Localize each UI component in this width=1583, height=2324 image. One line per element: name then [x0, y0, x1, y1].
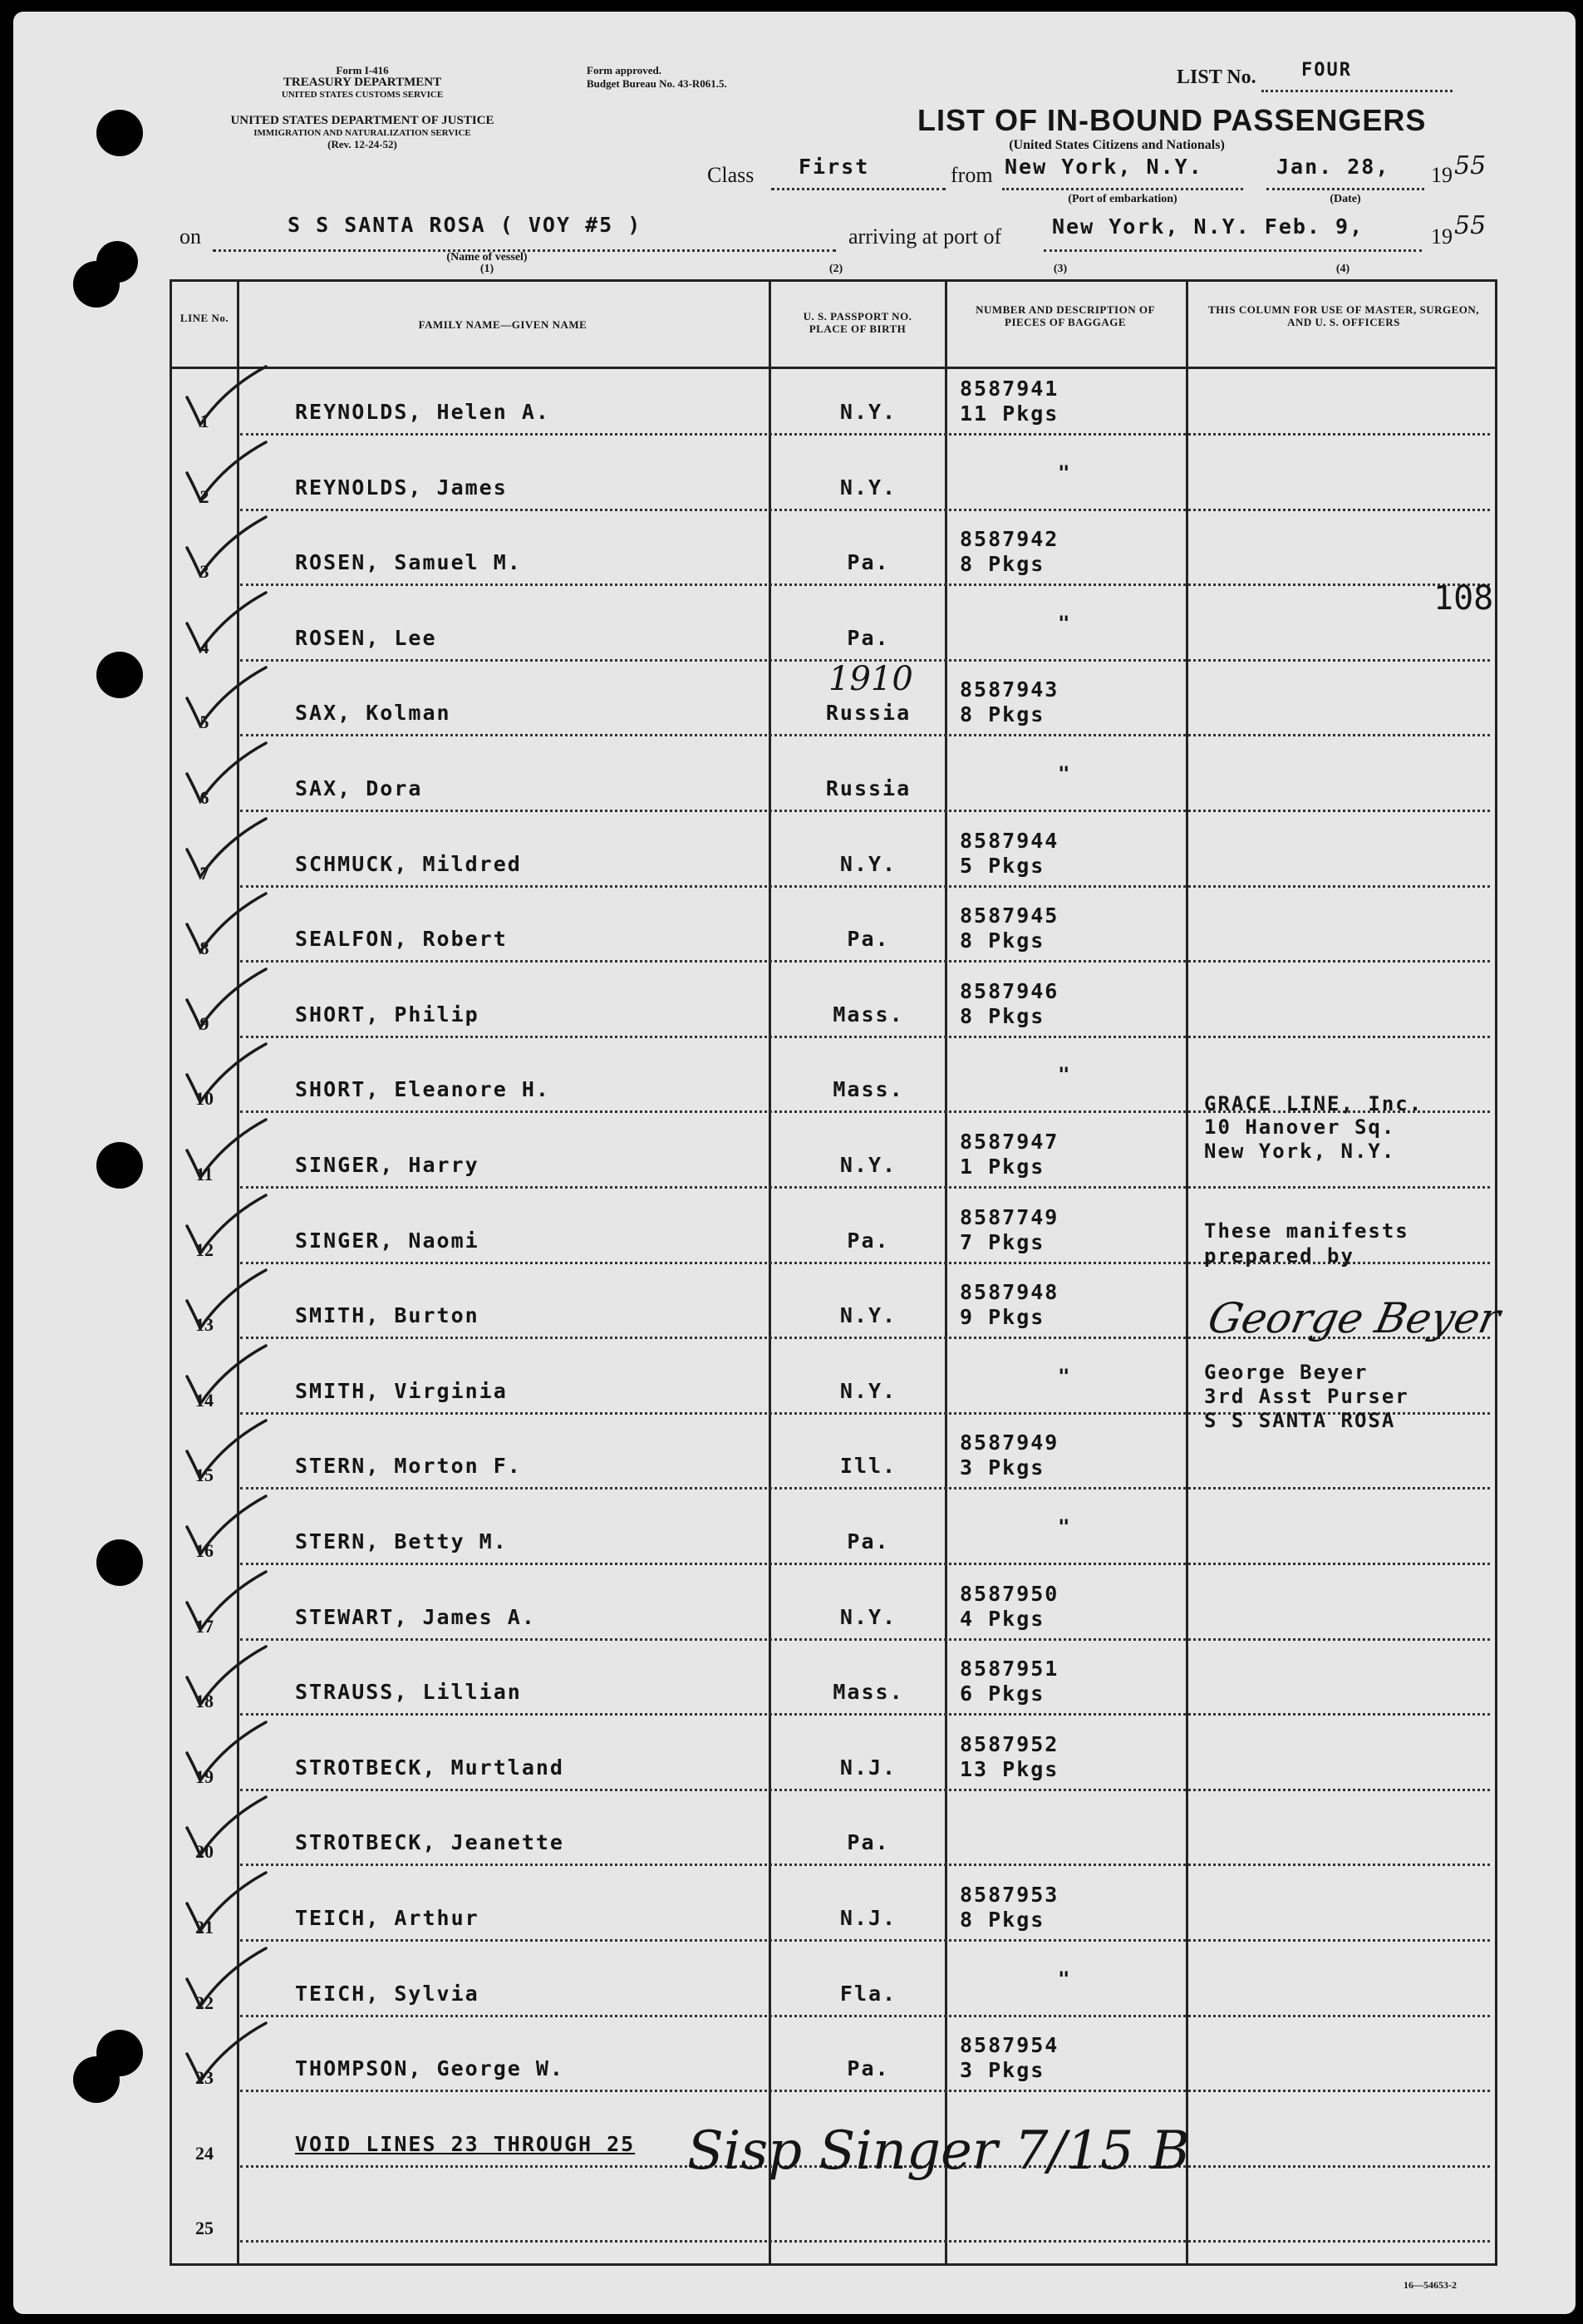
line-number: 11 [195, 1164, 214, 1184]
check-mark-icon [179, 804, 270, 883]
check-mark-icon [179, 578, 270, 657]
year-prefix-2: 19 [1431, 224, 1453, 249]
passenger-name: STERN, Betty M. [295, 1529, 508, 1553]
baggage-number: 8587947 [960, 1130, 1059, 1154]
check-mark-icon [179, 652, 270, 731]
place-of-birth: Pa. [847, 625, 890, 650]
date-value: Jan. 28, [1276, 155, 1390, 179]
table-row [172, 519, 1500, 594]
row-dotted-line [240, 2240, 1490, 2243]
table-row [172, 1874, 1500, 1950]
ditto-mark: " [1058, 1063, 1070, 1087]
ditto-mark: " [1058, 1364, 1070, 1388]
prepared-line-2: prepared by [1204, 1244, 1354, 1268]
year-suffix-2: 55 [1454, 211, 1487, 240]
passenger-name: TEICH, Sylvia [295, 1981, 479, 2006]
year-prefix: 19 [1431, 163, 1453, 187]
col-header-baggage: NUMBER AND DESCRIPTION OF PIECES OF BAGGAGE [976, 303, 1155, 328]
baggage-number: 8587952 [960, 1731, 1059, 1756]
row-dotted-line [240, 509, 1490, 511]
baggage-number: 8587951 [960, 1657, 1059, 1681]
arriving-label: arriving at port of [848, 224, 1002, 249]
col-header-line-no: LINE No. [179, 312, 229, 324]
customs-service: UNITED STATES CUSTOMS SERVICE [281, 90, 444, 100]
purser-signature: George Beyer [1203, 1294, 1505, 1342]
check-mark-icon [179, 1557, 270, 1636]
table-row [172, 1573, 1500, 1649]
binder-hole [96, 1142, 143, 1189]
passenger-name: SINGER, Harry [295, 1153, 479, 1177]
place-of-birth: N.Y. [839, 851, 897, 876]
check-mark-icon [179, 1858, 270, 1937]
binder-hole [96, 110, 143, 156]
row-dotted-line [240, 734, 1490, 736]
line-number: 25 [195, 2218, 214, 2239]
table-row [172, 971, 1500, 1046]
binder-hole [96, 652, 143, 698]
passenger-name: SEALFON, Robert [295, 927, 508, 952]
line-number: 21 [195, 1917, 214, 1937]
place-of-birth: Pa. [847, 2056, 890, 2081]
check-mark-icon [179, 1406, 270, 1485]
baggage-description: 3 Pkgs [960, 1455, 1045, 1480]
check-mark-icon [179, 1029, 270, 1108]
check-mark-icon [179, 1933, 270, 2012]
baggage-description: 5 Pkgs [960, 853, 1045, 878]
baggage-description: 8 Pkgs [960, 552, 1045, 577]
baggage-number: 8587941 [960, 377, 1059, 401]
row-dotted-line [240, 1186, 1490, 1189]
table-row [172, 1799, 1500, 1874]
date-line [1266, 188, 1424, 190]
ditto-mark: " [1058, 762, 1070, 785]
place-of-birth: Russia [825, 776, 912, 800]
place-of-birth: Mass. [833, 1077, 904, 1102]
ditto-mark: " [1058, 1515, 1070, 1539]
check-mark-icon [179, 879, 270, 958]
table-row [172, 594, 1500, 670]
row-dotted-line [240, 1487, 1490, 1489]
line-number: 5 [199, 711, 209, 733]
baggage-number: 8587950 [960, 1581, 1059, 1606]
col4-num: (4) [1335, 263, 1350, 275]
line-number: 20 [195, 1841, 214, 1863]
budget-bureau: Budget Bureau No. 43-R061.5. [587, 77, 727, 90]
list-no-value: FOUR [1301, 60, 1352, 81]
passenger-name: STEWART, James A. [295, 1604, 536, 1629]
ins-service: IMMIGRATION AND NATURALIZATION SERVICE [253, 128, 471, 138]
table-row [172, 820, 1500, 896]
col-header-officers: THIS COLUMN FOR USE OF MASTER, SURGEON, AND U. S. OFFICERS [1208, 303, 1479, 328]
place-of-birth: N.Y. [839, 400, 897, 424]
line-number: 15 [195, 1465, 214, 1486]
passenger-name: REYNOLDS, James [295, 475, 508, 500]
place-of-birth: Pa. [847, 1529, 890, 1553]
passenger-table [170, 279, 1505, 2266]
table-row [172, 444, 1500, 519]
table-row [172, 1950, 1500, 2026]
arrival-line [1044, 249, 1422, 252]
page-title: LIST OF IN-BOUND PASSENGERS [917, 103, 1427, 137]
passenger-name: ROSEN, Samuel M. [295, 550, 522, 575]
table-row [172, 895, 1500, 971]
row-dotted-line [240, 810, 1490, 812]
place-of-birth: N.Y. [839, 1153, 897, 1177]
place-of-birth: Pa. [847, 927, 890, 952]
baggage-number: 8587954 [960, 2033, 1059, 2058]
birth-year-note: 1910 [828, 660, 913, 698]
margin-number: 108 [1433, 579, 1494, 618]
baggage-description: 13 Pkgs [960, 1756, 1059, 1781]
baggage-description: 9 Pkgs [960, 1305, 1045, 1330]
baggage-number: 8587944 [960, 828, 1059, 853]
passenger-name: SCHMUCK, Mildred [295, 851, 522, 876]
vessel-name: S S SANTA ROSA ( VOY #5 ) [288, 213, 642, 237]
check-mark-icon [179, 1707, 270, 1786]
row-dotted-line [240, 2090, 1490, 2092]
baggage-description: 4 Pkgs [960, 1606, 1045, 1631]
row-dotted-line [240, 960, 1490, 963]
passenger-name: SINGER, Naomi [295, 1228, 479, 1253]
col-header-name: FAMILY NAME—GIVEN NAME [418, 318, 587, 331]
row-dotted-line [240, 1939, 1490, 1942]
place-of-birth: Russia [825, 701, 912, 726]
treasury-dept: TREASURY DEPARTMENT [283, 76, 442, 89]
check-mark-icon [179, 728, 270, 807]
place-of-birth: N.J. [839, 1755, 897, 1780]
place-of-birth: Mass. [833, 1002, 904, 1027]
place-of-birth: N.Y. [839, 1604, 897, 1629]
ditto-mark: " [1058, 460, 1070, 485]
binder-hole [96, 1539, 143, 1586]
baggage-description: 1 Pkgs [960, 1155, 1045, 1179]
passenger-name: SAX, Dora [295, 776, 423, 800]
place-of-birth: N.J. [839, 1906, 897, 1930]
purser-ship: S S SANTA ROSA [1204, 1409, 1396, 1432]
year-suffix-1: 55 [1454, 151, 1487, 180]
class-line [771, 188, 946, 190]
baggage-description: 3 Pkgs [960, 2058, 1045, 2083]
form-revision: (Rev. 12-24-52) [327, 138, 397, 150]
company-name: GRACE LINE, Inc. [1204, 1092, 1423, 1115]
check-mark-icon [179, 954, 270, 1033]
passenger-name: THOMPSON, George W. [295, 2056, 564, 2081]
baggage-number: 8587943 [960, 677, 1059, 702]
passenger-name: STROTBECK, Jeanette [295, 1830, 564, 1855]
baggage-description: 8 Pkgs [960, 928, 1045, 953]
check-mark-icon [179, 1105, 270, 1184]
row-dotted-line [240, 2015, 1490, 2017]
check-mark-icon [179, 427, 270, 506]
row-dotted-line [240, 433, 1490, 436]
check-mark-icon [179, 502, 270, 581]
passenger-name: STROTBECK, Murtland [295, 1755, 564, 1780]
baggage-number: 8587948 [960, 1280, 1059, 1305]
page-subtitle: (United States Citizens and Nationals) [1009, 138, 1225, 152]
place-of-birth: Mass. [833, 1680, 904, 1705]
line-number: 24 [195, 2142, 214, 2164]
line-number: 14 [195, 1389, 214, 1411]
arrival-value: New York, N.Y. Feb. 9, [1052, 214, 1364, 239]
line-number: 16 [195, 1540, 214, 1561]
line-number: 13 [195, 1314, 214, 1336]
vessel-caption: (Name of vessel) [446, 251, 528, 263]
line-number: 17 [195, 1615, 214, 1637]
baggage-number: 8587942 [960, 527, 1059, 552]
company-city: New York, N.Y. [1204, 1140, 1396, 1163]
table-row [172, 1498, 1500, 1573]
line-number: 2 [199, 485, 209, 507]
line-number: 22 [195, 1992, 214, 2013]
baggage-number: 8587945 [960, 904, 1059, 928]
baggage-number: 8587953 [960, 1883, 1059, 1907]
list-no-line [1261, 90, 1453, 92]
check-mark-icon [179, 1632, 270, 1711]
footer-code: 16—54653-2 [1404, 2279, 1457, 2291]
table-row [172, 368, 1500, 444]
row-dotted-line [240, 885, 1490, 888]
table-row [172, 2025, 1500, 2100]
col-header-passport: U. S. PASSPORT NO. PLACE OF BIRTH [803, 310, 912, 335]
passenger-name: SHORT, Eleanore H. [295, 1077, 550, 1102]
ditto-mark: " [1058, 611, 1070, 635]
line-number: 8 [199, 938, 209, 959]
passenger-name: SMITH, Burton [295, 1303, 479, 1328]
binder-hole [73, 2056, 120, 2103]
row-dotted-line [240, 1789, 1490, 1791]
from-value: New York, N.Y. [1005, 155, 1203, 179]
place-of-birth: Fla. [839, 1981, 897, 2006]
binder-hole [96, 241, 138, 283]
passenger-name: ROSEN, Lee [295, 625, 437, 650]
row-dotted-line [240, 1563, 1490, 1565]
passenger-name: STERN, Morton F. [295, 1454, 522, 1479]
col3-num: (3) [1053, 263, 1068, 275]
passenger-name: SMITH, Virginia [295, 1378, 508, 1403]
baggage-description: 8 Pkgs [960, 702, 1045, 727]
vessel-col-num: (1) [479, 263, 494, 275]
table-row [172, 1724, 1500, 1800]
row-dotted-line [240, 583, 1490, 586]
baggage-number: 8587946 [960, 978, 1059, 1003]
line-number: 3 [199, 561, 209, 583]
date-caption: (Date) [1330, 193, 1361, 205]
purser-title: 3rd Asst Purser [1204, 1385, 1409, 1408]
baggage-description: 8 Pkgs [960, 1003, 1045, 1028]
place-of-birth: N.Y. [839, 475, 897, 500]
bottom-handwritten-note: Sisp Singer 7/15 B [687, 2120, 1190, 2182]
baggage-description: 8 Pkgs [960, 1908, 1045, 1932]
purser-name: George Beyer [1204, 1361, 1369, 1384]
passenger-name: REYNOLDS, Helen A. [295, 400, 550, 424]
check-mark-icon [179, 1782, 270, 1861]
row-dotted-line [240, 1638, 1490, 1641]
line-number: 19 [195, 1765, 214, 1787]
justice-dept: UNITED STATES DEPARTMENT OF JUSTICE [230, 114, 494, 127]
company-address: 10 Hanover Sq. [1204, 1115, 1396, 1139]
place-of-birth: Ill. [839, 1454, 897, 1479]
line-number: 12 [195, 1238, 214, 1260]
place-of-birth: Pa. [847, 1830, 890, 1855]
line-number: 9 [199, 1012, 209, 1034]
line-number: 10 [195, 1088, 214, 1110]
place-of-birth: Pa. [847, 1228, 890, 1253]
manifest-page [13, 12, 1576, 2314]
class-label: Class [707, 163, 755, 187]
line-number: 18 [195, 1691, 214, 1712]
check-mark-icon [179, 1255, 270, 1334]
class-value: First [799, 155, 870, 179]
baggage-description: 6 Pkgs [960, 1681, 1045, 1706]
passenger-name: SAX, Kolman [295, 701, 451, 726]
check-mark-icon [179, 2008, 270, 2087]
table-row [172, 745, 1500, 820]
port-embark-caption: (Port of embarkation) [1068, 193, 1177, 205]
baggage-description: 11 Pkgs [960, 401, 1059, 426]
on-label: on [179, 224, 201, 249]
passenger-name: VOID LINES 23 THROUGH 25 [295, 2131, 636, 2156]
row-dotted-line [240, 1036, 1490, 1038]
baggage-description: 7 Pkgs [960, 1229, 1045, 1254]
prepared-line-1: These manifests [1204, 1219, 1409, 1243]
table-row [172, 1648, 1500, 1724]
passenger-name: TEICH, Arthur [295, 1906, 479, 1930]
row-dotted-line [240, 1713, 1490, 1716]
form-number: Form I-416 [336, 64, 389, 76]
check-mark-icon [179, 1331, 270, 1410]
baggage-number: 8587749 [960, 1204, 1059, 1229]
form-approved: Form approved. [587, 64, 662, 76]
table-row [172, 1422, 1500, 1498]
place-of-birth: N.Y. [839, 1378, 897, 1403]
check-mark-icon [179, 352, 270, 431]
ditto-mark: " [1058, 1967, 1070, 1991]
baggage-number: 8587949 [960, 1430, 1059, 1455]
check-mark-icon [179, 1481, 270, 1560]
row-dotted-line [240, 1864, 1490, 1866]
line-number: 6 [199, 787, 209, 808]
passenger-name: STRAUSS, Lillian [295, 1680, 522, 1705]
line-number: 7 [199, 862, 209, 884]
from-label: from [951, 163, 993, 187]
list-no-label: LIST No. [1177, 66, 1256, 88]
table-row [172, 2175, 1500, 2251]
passenger-name: SHORT, Philip [295, 1002, 479, 1027]
place-of-birth: N.Y. [839, 1303, 897, 1328]
line-number: 4 [199, 636, 209, 657]
check-mark-icon [179, 1180, 270, 1259]
from-line [1002, 188, 1243, 190]
place-of-birth: Pa. [847, 550, 890, 575]
line-number: 23 [195, 2067, 214, 2089]
col2-num: (2) [828, 263, 843, 275]
line-number: 1 [199, 411, 209, 431]
